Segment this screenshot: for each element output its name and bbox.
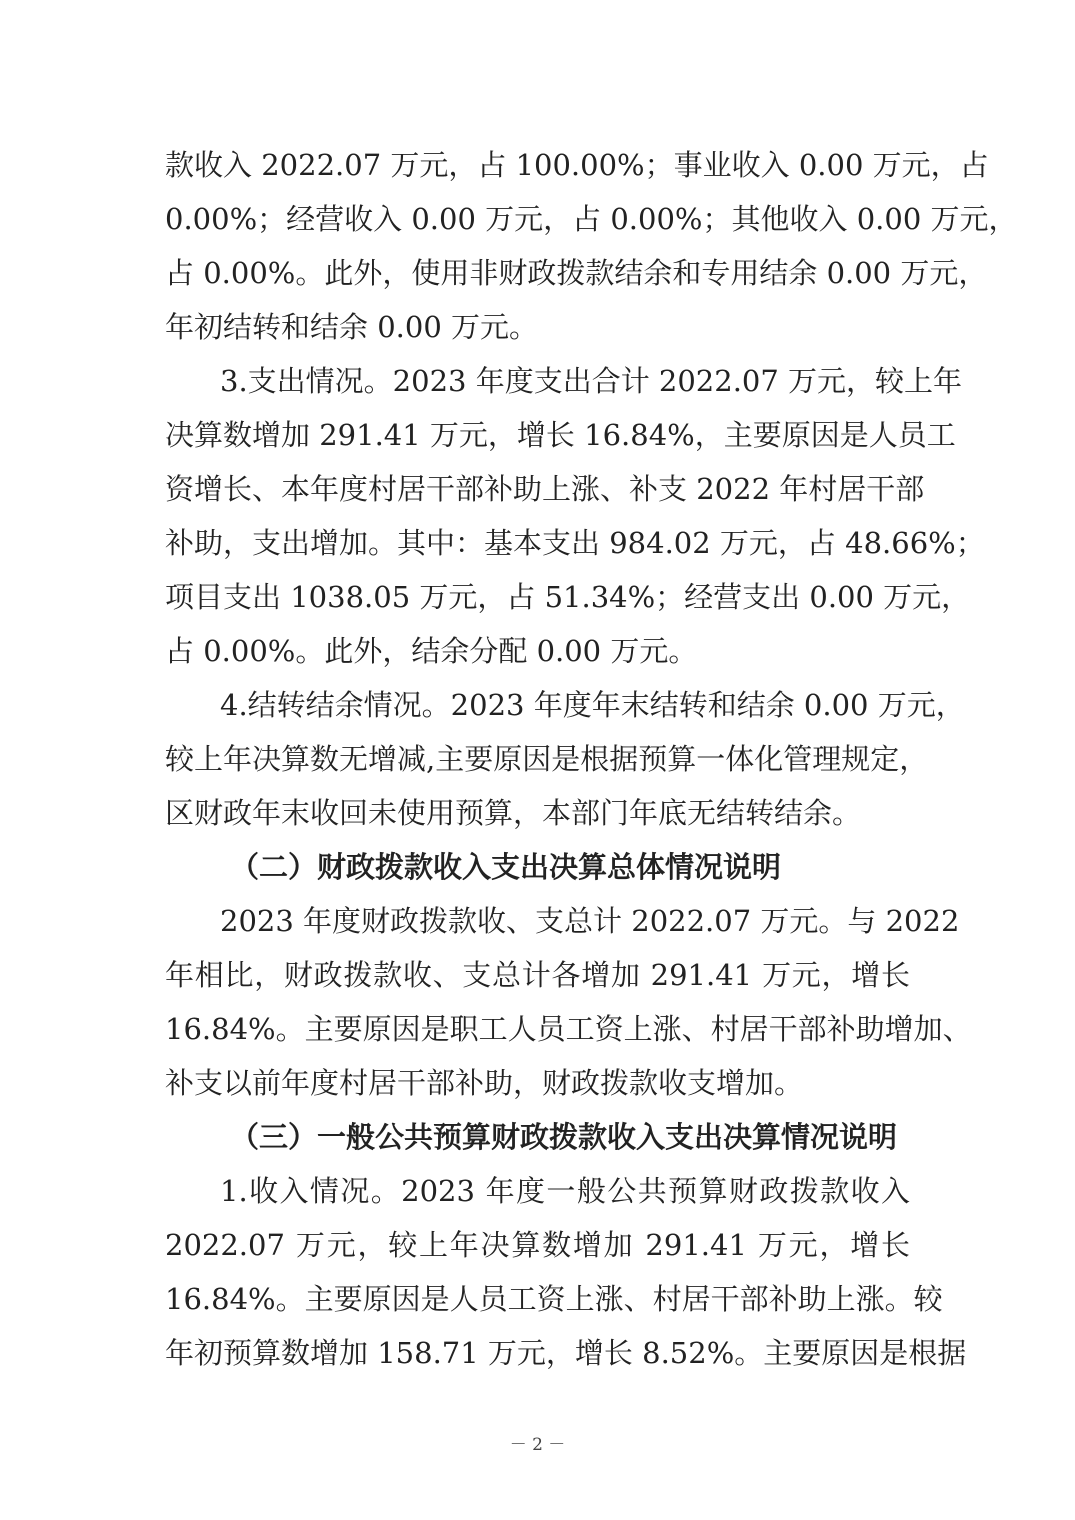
text-line: 年初预算数增加 158.71 万元，增长 8.52%。主要原因是根据: [165, 1336, 967, 1370]
text-line: 资增长、本年度村居干部补助上涨、补支 2022 年村居干部: [165, 472, 925, 506]
text-line: 2023 年度财政拨款收、支总计 2022.07 万元。与 2022: [220, 904, 960, 938]
text-line: 补支以前年度村居干部补助，财政拨款收支增加。: [165, 1066, 804, 1100]
text-line: 4.结转结余情况。2023 年度年末结转和结余 0.00 万元，: [220, 688, 965, 722]
text-line: 占 0.00%。此外，使用非财政拨款结余和专用结余 0.00 万元，: [165, 256, 988, 290]
text-line: 年初结转和结余 0.00 万元。: [165, 310, 539, 344]
text-line: 款收入 2022.07 万元，占 100.00%；事业收入 0.00 万元，占: [165, 148, 989, 182]
text-line: 较上年决算数无增减,主要原因是根据预算一体化管理规定，: [165, 742, 929, 776]
text-line: 补助，支出增加。其中：基本支出 984.02 万元，占 48.66%；: [165, 526, 985, 560]
text-line: 16.84%。主要原因是职工人员工资上涨、村居干部补助增加、: [165, 1012, 972, 1046]
text-line: 2022.07 万元，较上年决算数增加 291.41 万元，增长: [165, 1228, 910, 1262]
text-line: 占 0.00%。此外，结余分配 0.00 万元。: [165, 634, 698, 668]
text-line: 1.收入情况。2023 年度一般公共预算财政拨款收入: [220, 1174, 910, 1208]
section-heading: （三）一般公共预算财政拨款收入支出决算情况说明: [230, 1120, 898, 1154]
text-line: 16.84%。主要原因是人员工资上涨、村居干部补助上涨。较: [165, 1282, 943, 1316]
text-line: 0.00%；经营收入 0.00 万元，占 0.00%；其他收入 0.00 万元，: [165, 202, 1018, 236]
page-number: － 2 －: [509, 1435, 566, 1455]
section-heading: （二）财政拨款收入支出决算总体情况说明: [230, 850, 782, 884]
text-line: 3.支出情况。2023 年度支出合计 2022.07 万元，较上年: [220, 364, 963, 398]
text-line: 年相比，财政拨款收、支总计各增加 291.41 万元，增长: [165, 958, 910, 992]
text-line: 项目支出 1038.05 万元，占 51.34%；经营支出 0.00 万元，: [165, 580, 971, 614]
text-line: 决算数增加 291.41 万元，增长 16.84%，主要原因是人员工: [165, 418, 956, 452]
text-line: 区财政年末收回未使用预算，本部门年底无结转结余。: [165, 796, 862, 830]
